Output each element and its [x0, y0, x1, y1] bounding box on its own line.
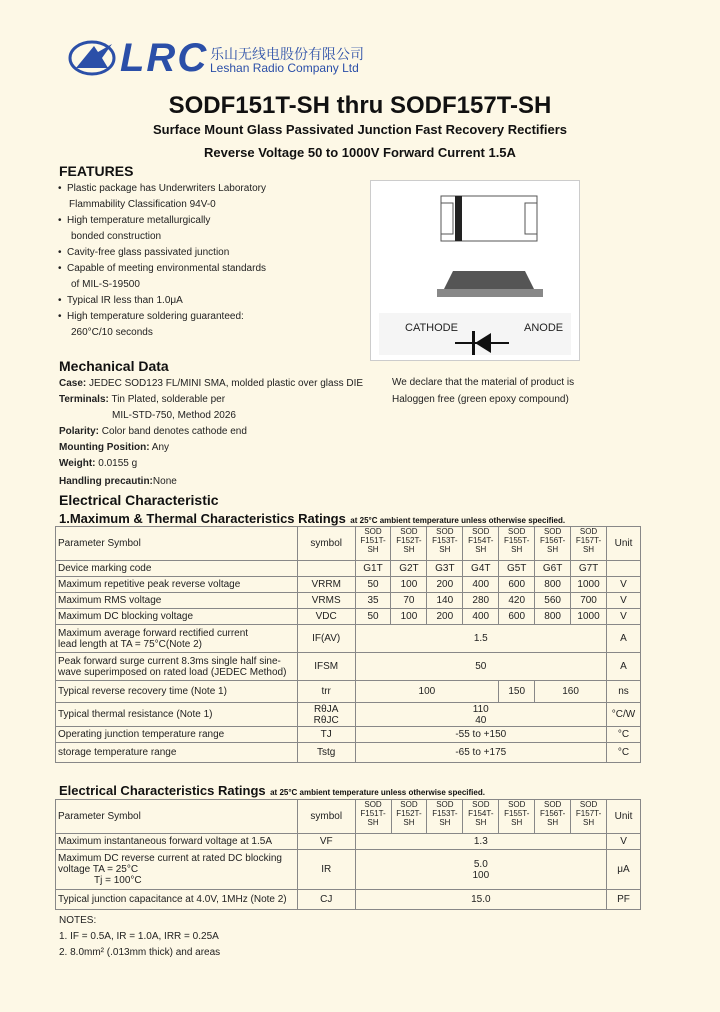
row-param: Maximum repetitive peak reverse voltage: [56, 577, 298, 593]
terminals-text-2: MIL-STD-750, Method 2026: [112, 410, 236, 421]
mounting-text: Any: [151, 442, 170, 453]
table-row: [56, 561, 641, 577]
cathode-label: CATHODE: [405, 322, 458, 334]
case-label: Case:: [59, 378, 87, 389]
case-row: [59, 378, 363, 389]
row-unit: [607, 561, 641, 577]
row-param: storage temperature range: [56, 743, 298, 763]
header-symbol: symbol: [297, 527, 355, 561]
bullet-icon: •: [58, 183, 62, 194]
table-row: [56, 609, 641, 625]
part-header: SOD F153T- SH: [427, 800, 463, 834]
table-header-row: [56, 527, 641, 561]
bullet-icon: •: [58, 247, 62, 258]
subtitle-1: Surface Mount Glass Passivated Junction Fast Recovery Rectifiers: [153, 122, 567, 137]
cell: 50: [355, 577, 391, 593]
cell: 1000: [571, 577, 607, 593]
cell: 50: [355, 653, 606, 681]
feature-item: Typical IR less than 1.0μA: [67, 295, 183, 306]
cell: 100: [391, 609, 427, 625]
cell: 420: [499, 593, 535, 609]
features-heading: FEATURES: [59, 163, 134, 179]
feature-item: 260°C/10 seconds: [71, 327, 153, 338]
cell: G7T: [571, 561, 607, 577]
feature-item: bonded construction: [71, 231, 162, 242]
terminals-text: Tin Plated, solderable per: [111, 394, 226, 405]
part-header: SOD F154T- SH: [463, 800, 499, 834]
cell: 560: [535, 593, 571, 609]
case-text: JEDEC SOD123 FL/MINI SMA, molded plastic over glass DIE: [89, 378, 364, 389]
cell: 280: [463, 593, 499, 609]
table-header-row: [56, 800, 641, 834]
cell: G6T: [535, 561, 571, 577]
cell: 1.3: [355, 834, 606, 850]
cell: 400: [463, 609, 499, 625]
row-symbol: TJ: [297, 727, 355, 743]
mechanical-heading: Mechanical Data: [59, 358, 169, 374]
ratings-table: [55, 526, 641, 763]
row-symbol: VDC: [297, 609, 355, 625]
company-logo: [68, 38, 120, 78]
cell: -55 to +150: [355, 727, 606, 743]
feature-item: Plastic package has Underwriters Laboratory: [67, 183, 266, 194]
row-unit: μA: [607, 850, 641, 890]
row-param: Peak forward surge current 8.3ms single half sine- wave superimposed on rated load (JEDEC Method): [56, 653, 298, 681]
row-unit: V: [607, 609, 641, 625]
part-header: SOD F157T- SH: [571, 527, 607, 561]
row-unit: V: [607, 577, 641, 593]
part-header: SOD F154T- SH: [463, 527, 499, 561]
cell: 5.0 100: [355, 850, 606, 890]
cell: 600: [499, 577, 535, 593]
part-header: SOD F152T- SH: [391, 800, 427, 834]
cell: 200: [427, 577, 463, 593]
table2-heading: [59, 782, 485, 800]
electrical-heading: Electrical Characteristic: [59, 492, 219, 508]
row-unit: V: [607, 834, 641, 850]
row-symbol: VF: [297, 834, 355, 850]
company-name-cn: 乐山无线电股份有限公司: [210, 46, 364, 62]
feature-item: of MIL-S-19500: [71, 279, 140, 290]
row-unit: PF: [607, 890, 641, 910]
cell: 800: [535, 577, 571, 593]
table-row: [56, 890, 641, 910]
row-param: Typical reverse recovery time (Note 1): [56, 681, 298, 703]
row-param: Maximum DC blocking voltage: [56, 609, 298, 625]
feature-item: Cavity-free glass passivated junction: [67, 247, 230, 258]
halogen-declaration-2: Haloggen free (green epoxy compound): [392, 394, 569, 405]
row-param: Typical junction capacitance at 4.0V, 1MHz (Note 2): [56, 890, 298, 910]
mounting-label: Mounting Position:: [59, 442, 150, 453]
cell: 70: [391, 593, 427, 609]
cell: 15.0: [355, 890, 606, 910]
table-row: [56, 834, 641, 850]
cell: 100: [355, 681, 499, 703]
cell: 50: [355, 609, 391, 625]
terminals-label: Terminals:: [59, 394, 109, 405]
part-header: SOD F155T- SH: [499, 800, 535, 834]
terminals-row: [59, 394, 225, 405]
table-row: [56, 593, 641, 609]
cell: 110 40: [355, 703, 606, 727]
page-title: SODF151T-SH thru SODF157T-SH: [168, 92, 552, 119]
electrical-table: [55, 799, 641, 910]
part-header: SOD F156T- SH: [535, 527, 571, 561]
part-header: SOD F151T- SH: [355, 800, 391, 834]
cell: G5T: [499, 561, 535, 577]
polarity-label: Polarity:: [59, 426, 100, 437]
row-symbol: VRRM: [297, 577, 355, 593]
table-row: [56, 727, 641, 743]
row-param: Maximum RMS voltage: [56, 593, 298, 609]
cell: G3T: [427, 561, 463, 577]
cell: 1000: [571, 609, 607, 625]
row-unit: A: [607, 625, 641, 653]
cell: 800: [535, 609, 571, 625]
subtitle-2: Reverse Voltage 50 to 1000V Forward Current 1.5A: [204, 145, 516, 160]
feature-item: Capable of meeting environmental standards: [67, 263, 267, 274]
cell: 600: [499, 609, 535, 625]
table-row: [56, 653, 641, 681]
row-symbol: [297, 561, 355, 577]
table1-title: 1.Maximum & Thermal Characteristics Ratings: [59, 511, 346, 526]
header-param: Parameter Symbol: [56, 527, 298, 561]
weight-row: [59, 458, 137, 469]
cell: 400: [463, 577, 499, 593]
header-symbol: symbol: [297, 800, 355, 834]
notes-heading: NOTES:: [59, 915, 97, 926]
bullet-icon: •: [58, 295, 62, 306]
row-param: Maximum DC reverse current at rated DC blocking voltage TA = 25°C Tj = 100°C: [56, 850, 298, 890]
row-unit: °C: [607, 727, 641, 743]
bullet-icon: •: [58, 311, 62, 322]
note-1: 1. IF = 0.5A, IR = 1.0A, IRR = 0.25A: [59, 931, 219, 942]
brand-name: LRC: [120, 36, 209, 80]
handling-text: None: [152, 476, 177, 487]
header-param: Parameter Symbol: [56, 800, 298, 834]
header-unit: Unit: [607, 527, 641, 561]
row-symbol: trr: [297, 681, 355, 703]
polarity-text: Color band denotes cathode end: [101, 426, 247, 437]
row-symbol: VRMS: [297, 593, 355, 609]
weight-label: Weight:: [59, 458, 96, 469]
cell: 200: [427, 609, 463, 625]
part-header: SOD F156T- SH: [535, 800, 571, 834]
row-symbol: Tstg: [297, 743, 355, 763]
company-name-en: Leshan Radio Company Ltd: [210, 61, 359, 75]
cell: G1T: [355, 561, 391, 577]
row-unit: A: [607, 653, 641, 681]
row-symbol: IFSM: [297, 653, 355, 681]
cell: 140: [427, 593, 463, 609]
header-unit: Unit: [607, 800, 641, 834]
table-row: [56, 703, 641, 727]
row-unit: °C/W: [607, 703, 641, 727]
row-symbol: IR: [297, 850, 355, 890]
row-param: Operating junction temperature range: [56, 727, 298, 743]
part-header: SOD F152T- SH: [391, 527, 427, 561]
cell: 150: [499, 681, 535, 703]
cell: 100: [391, 577, 427, 593]
part-header: SOD F151T- SH: [355, 527, 391, 561]
table2-title: Electrical Characteristics Ratings: [59, 783, 266, 798]
table-row: [56, 743, 641, 763]
row-symbol: CJ: [297, 890, 355, 910]
table1-note: at 25°C ambient temperature unless otherwise specified.: [350, 516, 566, 525]
table2-note: at 25°C ambient temperature unless otherwise specified.: [270, 788, 485, 797]
bullet-icon: •: [58, 263, 62, 274]
part-header: SOD F153T- SH: [427, 527, 463, 561]
bullet-icon: •: [58, 215, 62, 226]
table-row: [56, 577, 641, 593]
row-param: Maximum instantaneous forward voltage at 1.5A: [56, 834, 298, 850]
table-row: [56, 850, 641, 890]
cell: G2T: [391, 561, 427, 577]
row-param: Maximum average forward rectified current lead length at TA = 75°C(Note 2): [56, 625, 298, 653]
table-row: [56, 681, 641, 703]
polarity-row: [59, 426, 247, 437]
row-symbol: IF(AV): [297, 625, 355, 653]
cell: G4T: [463, 561, 499, 577]
row-param: Device marking code: [56, 561, 298, 577]
row-param: Typical thermal resistance (Note 1): [56, 703, 298, 727]
weight-text: 0.0155 g: [98, 458, 138, 469]
table-row: [56, 625, 641, 653]
cell: -65 to +175: [355, 743, 606, 763]
cell: 160: [535, 681, 607, 703]
feature-item: High temperature soldering guaranteed:: [67, 311, 244, 322]
row-unit: V: [607, 593, 641, 609]
feature-item: High temperature metallurgically: [67, 215, 211, 226]
handling-row: [59, 476, 177, 487]
part-header: SOD F157T- SH: [571, 800, 607, 834]
halogen-declaration-1: We declare that the material of product is: [392, 377, 575, 388]
part-header: SOD F155T- SH: [499, 527, 535, 561]
cell: 1.5: [355, 625, 606, 653]
cell: 700: [571, 593, 607, 609]
anode-label: ANODE: [524, 322, 564, 334]
feature-item: Flammability Classification 94V-0: [69, 199, 216, 210]
row-unit: ns: [607, 681, 641, 703]
row-unit: °C: [607, 743, 641, 763]
mounting-row: [59, 442, 169, 453]
note-2: 2. 8.0mm² (.013mm thick) and areas: [59, 947, 221, 958]
handling-label: Handling precautin:: [59, 476, 153, 487]
cell: 35: [355, 593, 391, 609]
row-symbol: RθJA RθJC: [297, 703, 355, 727]
